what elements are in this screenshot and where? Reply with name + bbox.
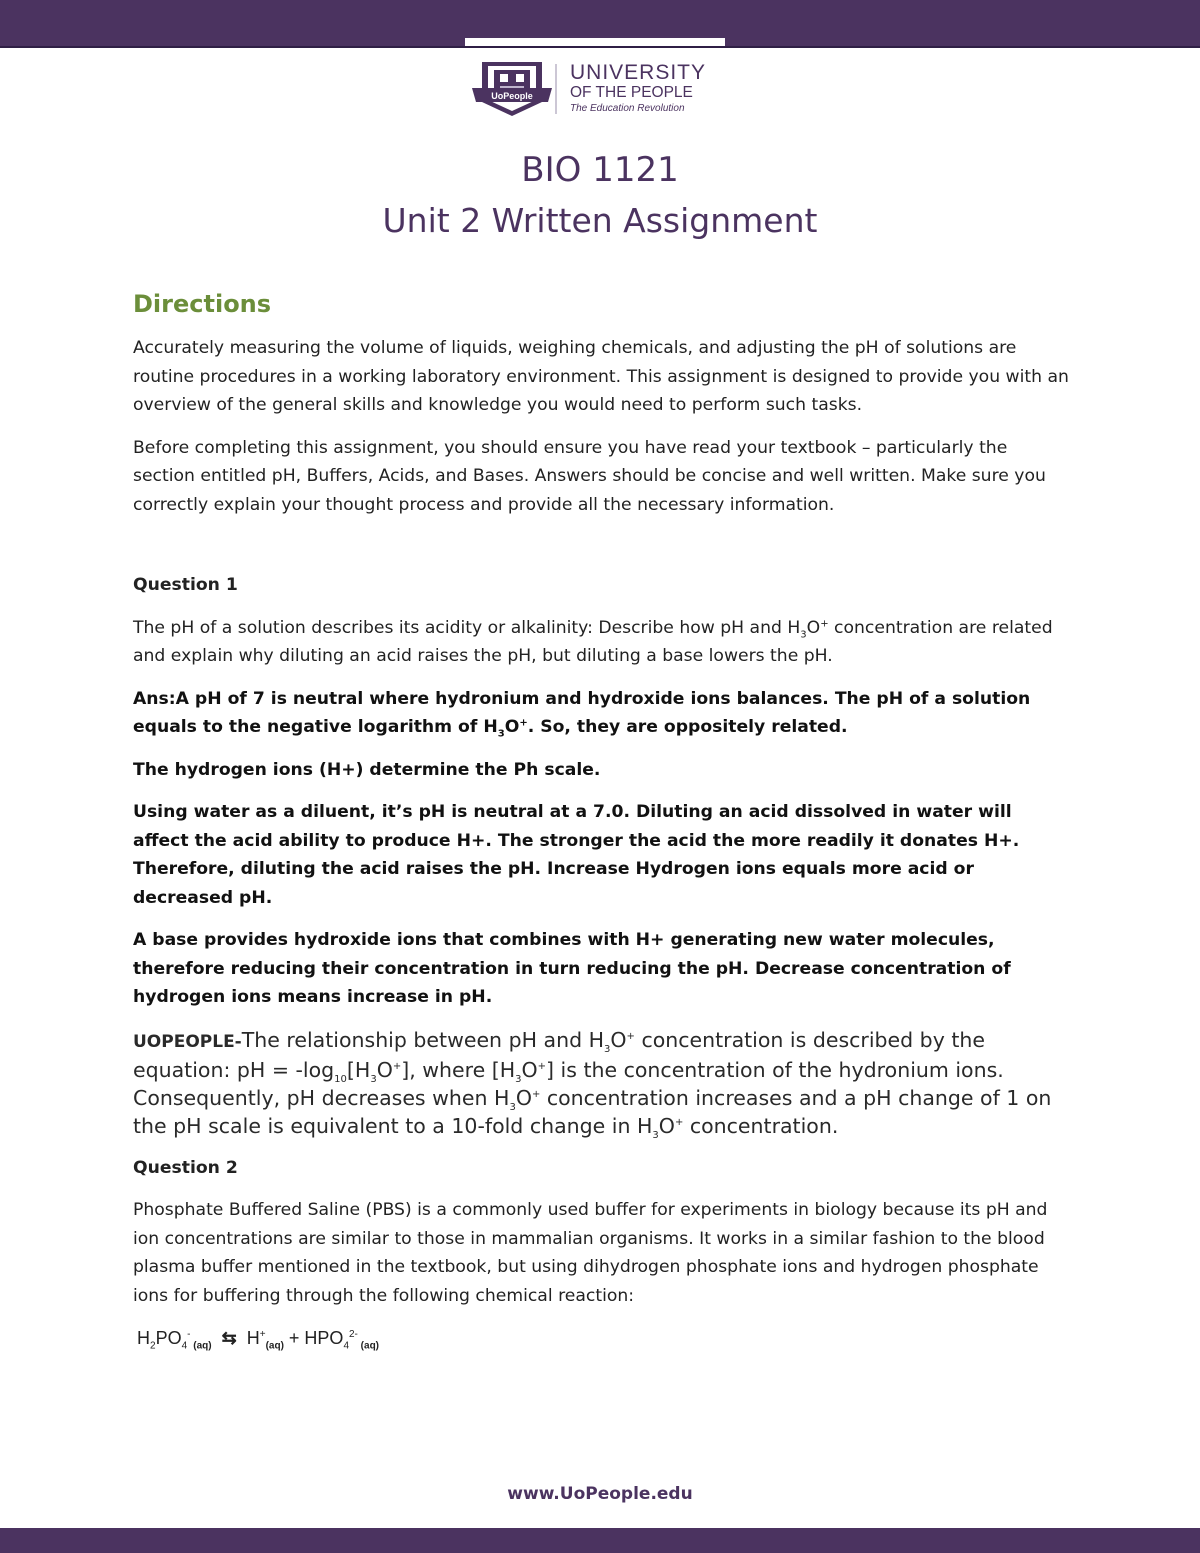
crest-icon bbox=[472, 62, 552, 116]
course-code: BIO 1121 bbox=[521, 150, 679, 190]
directions-paragraph-1: Accurately measuring the volume of liquids, weighing chemicals, and adjusting the pH of solutions are routine procedures in a working laboratory environment. This assignment is designed to provide you with an overview of the general skills and knowledge you would need to perform such tasks. bbox=[133, 338, 1069, 415]
logo-line-of-the-people: OF THE PEOPLE bbox=[570, 84, 693, 101]
answer-1-paragraph-4: A base provides hydroxide ions that combines with H+ generating new water molecules, therefore reducing their concentration in turn reducing the pH. Decrease concentration of hydrogen ions means increase in pH. bbox=[133, 930, 1011, 1007]
answer-1-paragraph-3: Using water as a diluent, it’s pH is neutral at a 7.0. Diluting an acid dissolved in water will affect the acid ability to produce H+. The stronger the acid the more readily it donates H+. Therefore, diluting the acid raises the pH. Increase Hydrogen ions equals more acid or decreased pH. bbox=[133, 802, 1020, 908]
logo-line-university: UNIVERSITY bbox=[570, 61, 707, 84]
crest-banner-text: UoPeople bbox=[491, 91, 533, 101]
equilibrium-arrow-icon: ⇆ bbox=[221, 1328, 237, 1348]
footer-url[interactable]: www.UoPeople.edu bbox=[507, 1484, 693, 1504]
assignment-title: Unit 2 Written Assignment bbox=[382, 201, 818, 240]
phosphate-equation: $H_2PO_4^-$ $_{(aq)}$ ⇆ $H^+_{(aq)} + HPO_4^{2-}$ $_{(aq)}$ bbox=[137, 1328, 380, 1352]
answer-1-paragraph-2: The hydrogen ions (H+) determine the Ph scale. bbox=[133, 759, 601, 780]
document-body bbox=[133, 288, 1073, 1367]
question-2-heading: Question 2 bbox=[133, 1157, 238, 1178]
question-1-text: The pH of a solution describes its acidity or alkalinity: Describe how pH and $H_3O^+$ concentration are related and explain why diluting an acid raises the pH, but diluting a base lowers the pH. bbox=[133, 617, 1053, 666]
question-1-heading: Question 1 bbox=[133, 575, 238, 595]
uopeople-feedback: UOPEOPLE-The relationship between pH and $H_3O^+$ concentration is described by the equation: pH = $-\log_{10}[H_3O^+]$, where $[H_3O^+]$ is the concentration of the hydronium ions. Consequently, pH decreases when $H_3O^+$ concentration increases and a pH change of 1 on the pH scale is equivalent to a 10-fold change in $H_3O^+$ concentration. bbox=[133, 1027, 1052, 1141]
bottom-banner bbox=[0, 1528, 1200, 1553]
directions-heading: Directions bbox=[133, 290, 272, 318]
logo-wordmark bbox=[570, 62, 706, 116]
directions-paragraph-2: Before completing this assignment, you should ensure you have read your textbook – particularly the section entitled pH, Buffers, Acids, and Bases. Answers should be concise and well written. Make sure you correctly explain your thought process and provide all the necessary information. bbox=[133, 437, 1046, 515]
question-2-text: Phosphate Buffered Saline (PBS) is a commonly used buffer for experiments in biology because its pH and ion concentrations are similar to those in mammalian organisms. It works in a similar fashion to the blood plasma buffer mentioned in the textbook, but using dihydrogen phosphate ions and hydrogen phosphate ions for buffering through the following chemical reaction: bbox=[133, 1200, 1048, 1306]
logo-line-tagline: The Education Revolution bbox=[570, 103, 685, 114]
top-banner-notch bbox=[465, 38, 725, 46]
answer-1-paragraph-1: Ans:A pH of 7 is neutral where hydronium and hydroxide ions balances. The pH of a solution equals to the negative logarithm of $H_3O^+$. So, they are oppositely related. bbox=[133, 688, 1031, 740]
